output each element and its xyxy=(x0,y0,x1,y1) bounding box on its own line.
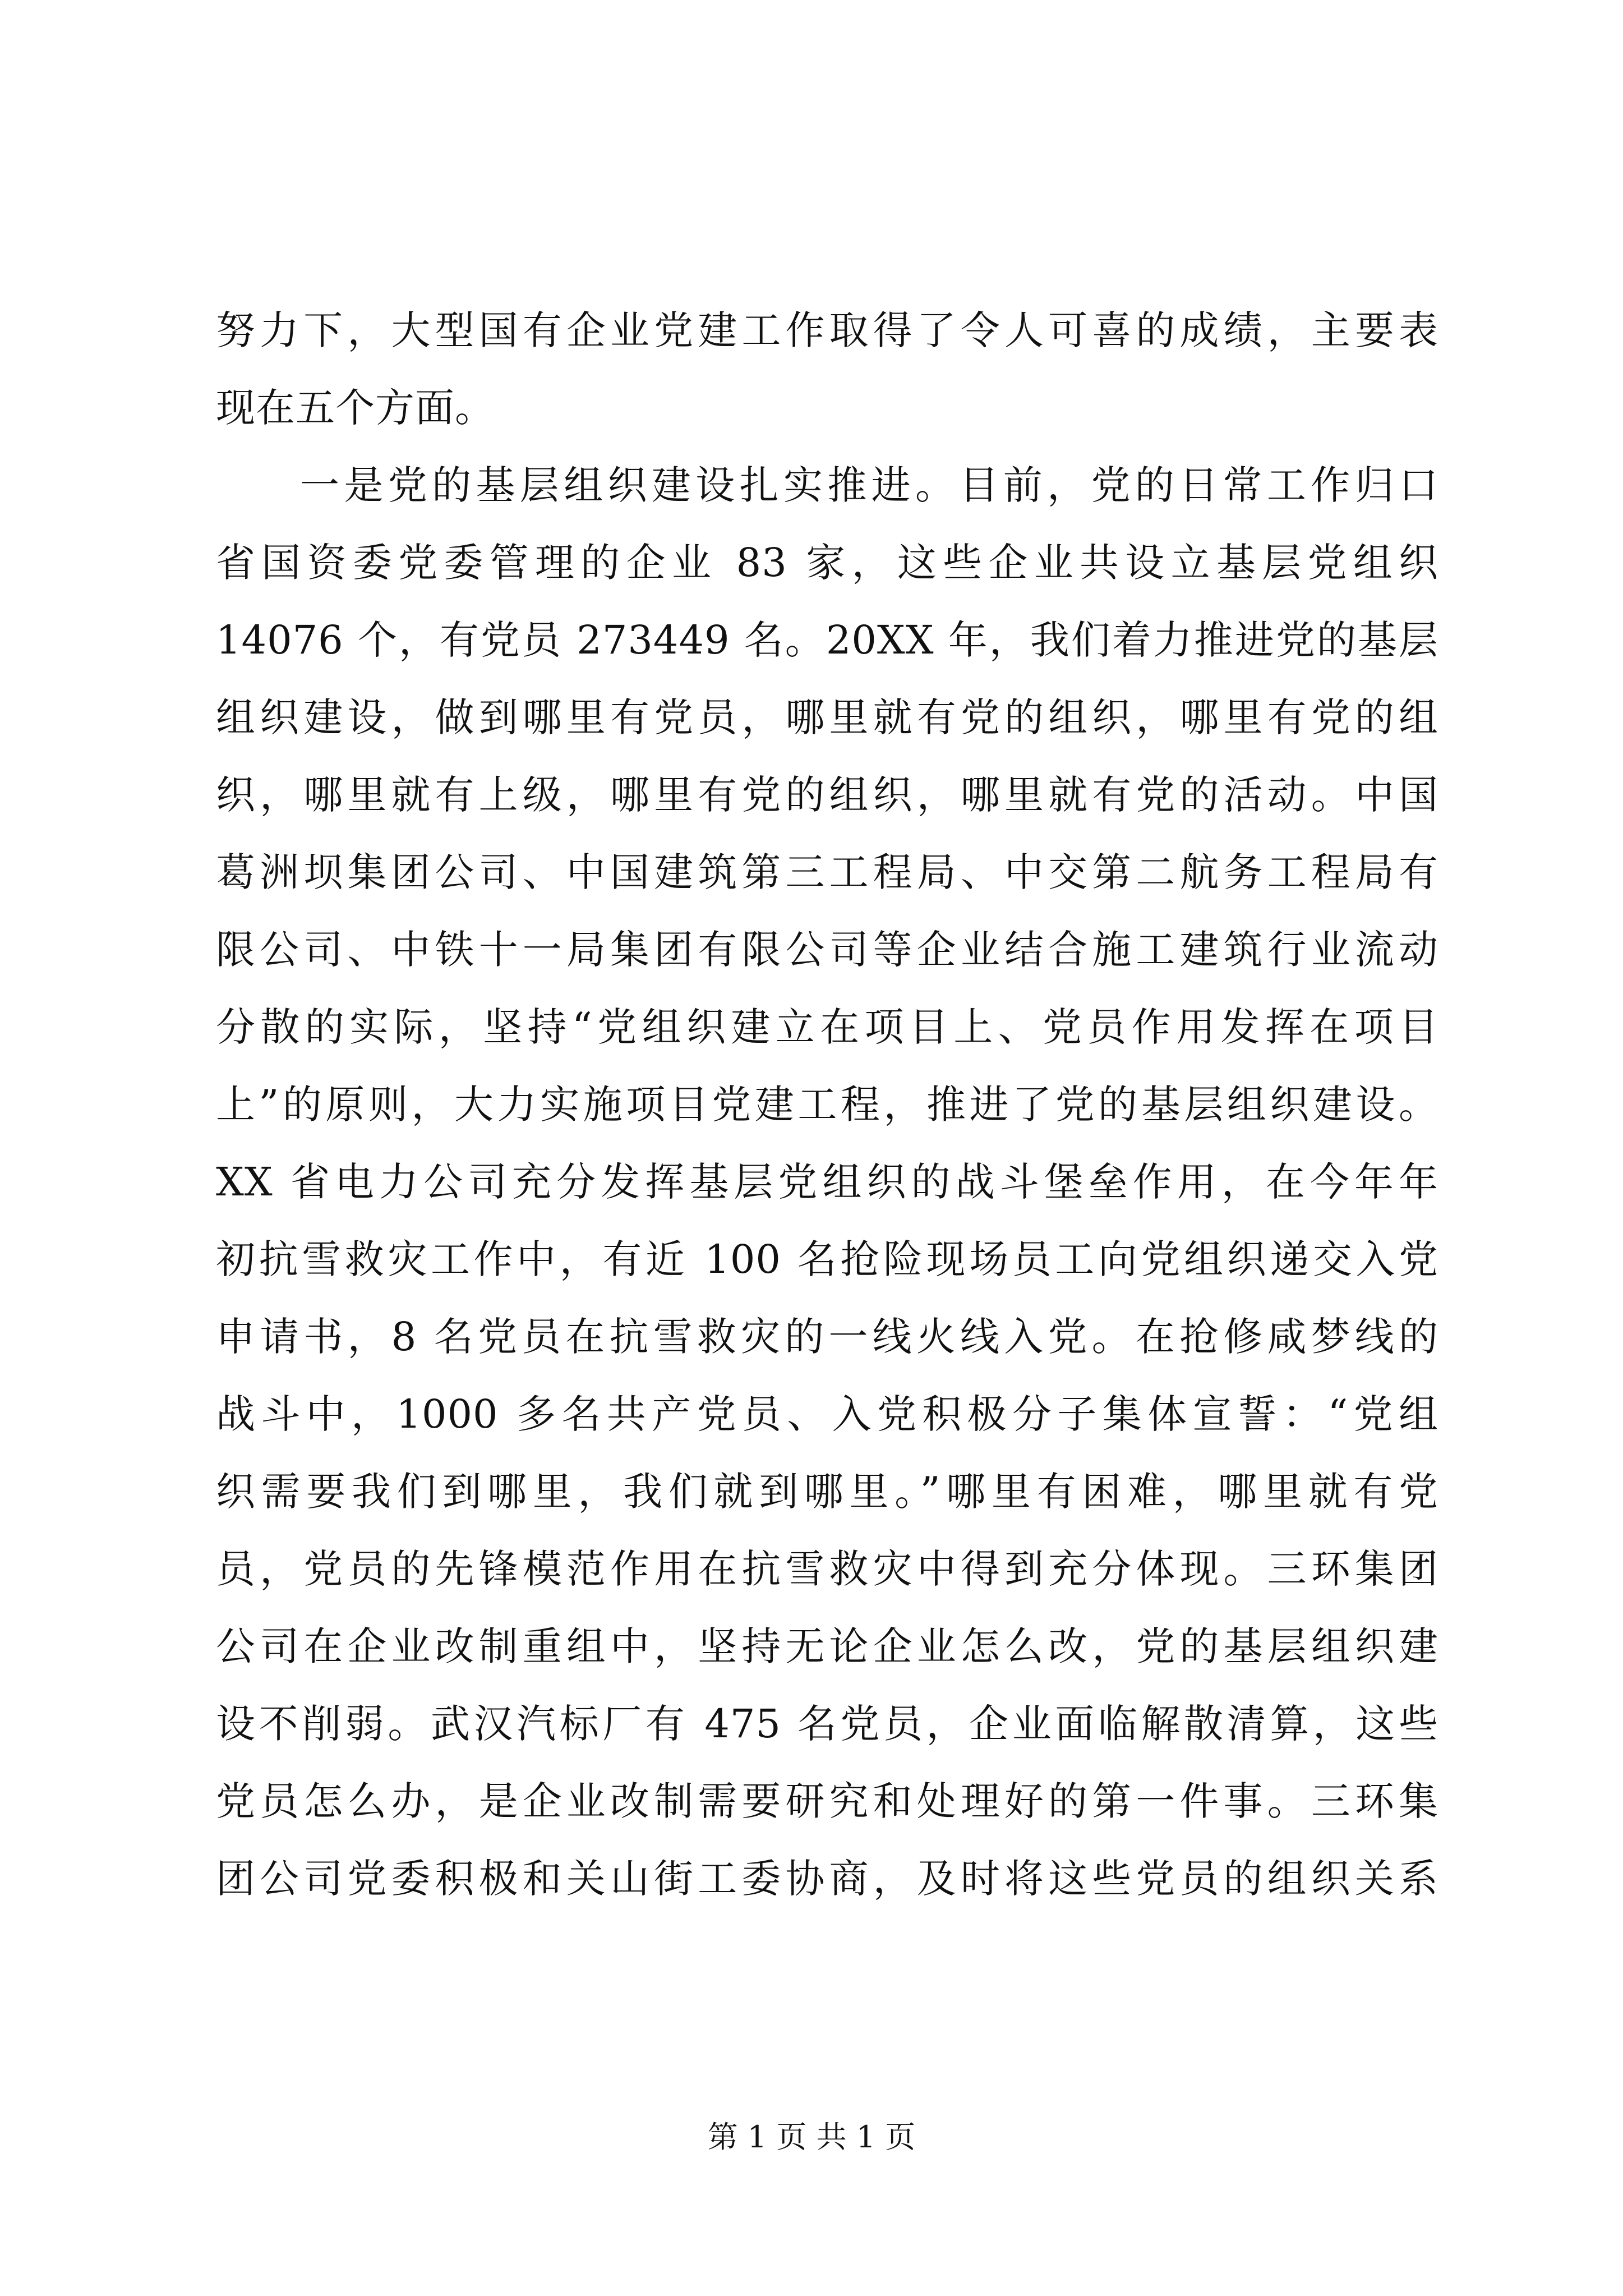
text-line: 党员怎么办，是企业改制需要研究和处理好的第一件事。三环集 xyxy=(216,1778,1438,1824)
text-line: 初抗雪救灾工作中，有近 100 名抢险现场员工向党组织递交入党 xyxy=(216,1236,1438,1282)
text-line: 限公司、中铁十一局集团有限公司等企业结合施工建筑行业流动 xyxy=(216,927,1438,973)
text-line: XX 省电力公司充分发挥基层党组织的战斗堡垒作用，在今年年 xyxy=(216,1159,1438,1205)
text-line: 员，党员的先锋模范作用在抗雪救灾中得到充分体现。三环集团 xyxy=(216,1546,1438,1592)
text-line: 现在五个方面。 xyxy=(216,385,495,431)
text-line: 团公司党委积极和关山街工委协商，及时将这些党员的组织关系 xyxy=(216,1856,1438,1902)
text-line: 14076 个，有党员 273449 名。20XX 年，我们着力推进党的基层 xyxy=(216,617,1438,663)
text-line: 一是党的基层组织建设扎实推进。目前，党的日常工作归口 xyxy=(300,462,1438,508)
text-line: 葛洲坝集团公司、中国建筑第三工程局、中交第二航务工程局有 xyxy=(216,849,1438,895)
text-line: 战斗中，1000 多名共产党员、入党积极分子集体宣誓：“党组 xyxy=(216,1391,1438,1437)
text-line: 努力下，大型国有企业党建工作取得了令人可喜的成绩，主要表 xyxy=(216,307,1438,353)
page-number-label: 第 1 页 共 1 页 xyxy=(707,2119,916,2155)
text-line: 织，哪里就有上级，哪里有党的组织，哪里就有党的活动。中国 xyxy=(216,772,1438,818)
text-line: 上”的原则，大力实施项目党建工程，推进了党的基层组织建设。 xyxy=(216,1082,1438,1128)
text-line: 分散的实际，坚持“党组织建立在项目上、党员作用发挥在项目 xyxy=(216,1004,1438,1050)
text-line: 织需要我们到哪里，我们就到哪里。”哪里有困难，哪里就有党 xyxy=(216,1469,1438,1515)
text-line: 公司在企业改制重组中，坚持无论企业怎么改，党的基层组织建 xyxy=(216,1623,1438,1669)
page-footer xyxy=(0,2118,1623,2157)
text-line: 申请书，8 名党员在抗雪救灾的一线火线入党。在抢修咸梦线的 xyxy=(216,1314,1438,1360)
text-line: 设不削弱。武汉汽标厂有 475 名党员，企业面临解散清算，这些 xyxy=(216,1701,1438,1747)
text-line: 省国资委党委管理的企业 83 家，这些企业共设立基层党组织 xyxy=(216,540,1438,586)
text-line: 组织建设，做到哪里有党员，哪里就有党的组织，哪里有党的组 xyxy=(216,694,1438,740)
document-body xyxy=(216,292,1438,1917)
